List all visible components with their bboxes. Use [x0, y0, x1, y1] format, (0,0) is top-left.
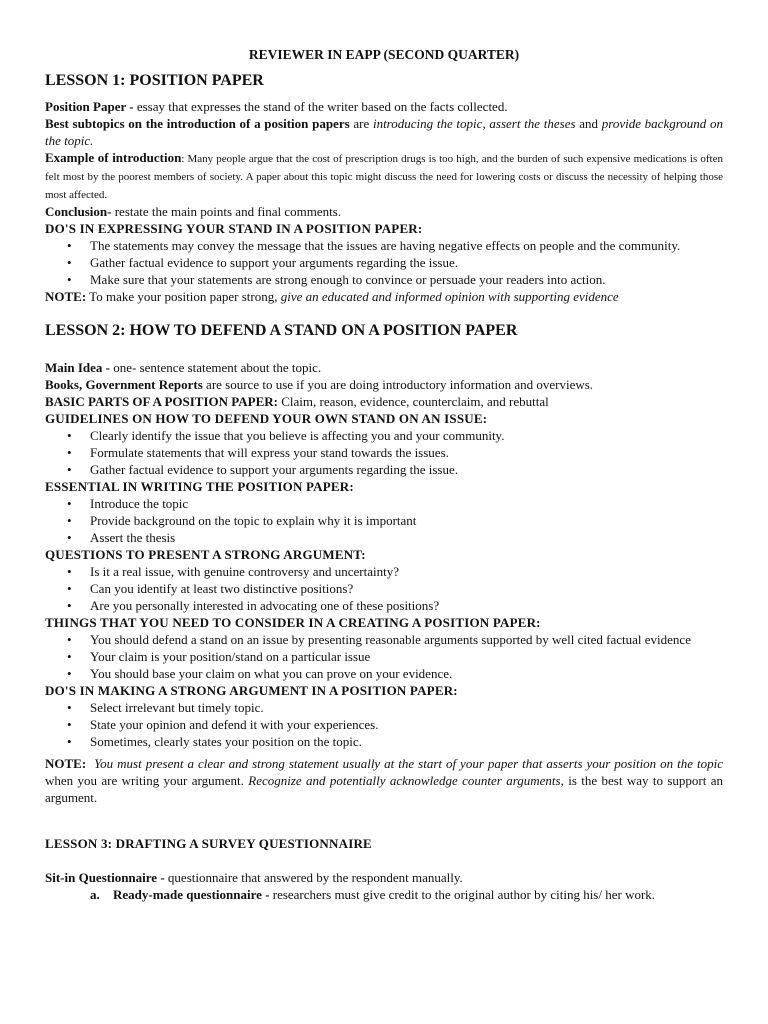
- lesson1-dos-list: [45, 237, 723, 288]
- main-idea-paragraph: Main Idea - one- sentence statement about the topic.: [45, 360, 322, 375]
- position-paper-definition: Position Paper - essay that expresses the stand of the writer based on the facts collected.: [45, 99, 508, 114]
- sitin-paragraph: Sit-in Questionnaire - questionnaire that answered by the respondent manually.: [45, 870, 463, 885]
- guidelines-heading: GUIDELINES ON HOW TO DEFEND YOUR OWN STAND ON AN ISSUE:: [45, 411, 488, 426]
- things-list: [45, 631, 723, 682]
- questions-heading: QUESTIONS TO PRESENT A STRONG ARGUMENT:: [45, 547, 366, 562]
- lesson1-heading: LESSON 1: POSITION PAPER: [45, 72, 264, 89]
- list-item: • Make sure that your statements are strong enough to convince or persuade your readers into action.: [45, 271, 723, 288]
- subtopics-paragraph: Best subtopics on the introduction of a position papers are introducing the topic, assert the theses and provide background on the topic.: [45, 116, 724, 148]
- list-item: • State your opinion and defend it with your experiences.: [45, 716, 723, 733]
- document-title: REVIEWER IN EAPP (SECOND QUARTER): [248, 47, 520, 62]
- list-item: • Assert the thesis: [45, 529, 723, 546]
- document-page: [45, 46, 723, 903]
- list-item: • Gather factual evidence to support your arguments regarding the issue.: [45, 254, 723, 271]
- essential-heading: ESSENTIAL IN WRITING THE POSITION PAPER:: [45, 479, 354, 494]
- list-item: • You should base your claim on what you can prove on your evidence.: [45, 665, 723, 682]
- list-item: • Can you identify at least two distinctive positions?: [45, 580, 723, 597]
- list-item: • Sometimes, clearly states your position on the topic.: [45, 733, 723, 750]
- questionnaire-types-list: [45, 886, 723, 903]
- list-item: • You should defend a stand on an issue by presenting reasonable arguments supported by well cited factual evidence: [45, 631, 723, 648]
- list-item: • Introduce the topic: [45, 495, 723, 512]
- lesson2-dos-heading: DO'S IN MAKING A STRONG ARGUMENT IN A POSITION PAPER:: [45, 683, 458, 698]
- lesson2-heading: LESSON 2: HOW TO DEFEND A STAND ON A POSITION PAPER: [45, 322, 518, 339]
- list-item: • Your claim is your position/stand on a particular issue: [45, 648, 723, 665]
- example-paragraph: Example of introduction: Many people argue that the cost of prescription drugs is too high, and the burden of such expensive medications is often felt most by the poorest members of society. A paper about this topic might discuss the need for lowering costs or discuss the necessity of helping those most affected.: [45, 150, 723, 201]
- conclusion-paragraph: Conclusion- restate the main points and final comments.: [45, 204, 342, 219]
- list-item: • Formulate statements that will express your stand towards the issues.: [45, 444, 723, 461]
- list-item: • Provide background on the topic to explain why it is important: [45, 512, 723, 529]
- questions-list: [45, 563, 723, 614]
- list-item: • Are you personally interested in advocating one of these positions?: [45, 597, 723, 614]
- basic-parts-paragraph: BASIC PARTS OF A POSITION PAPER: Claim, reason, evidence, counterclaim, and rebuttal: [45, 394, 549, 409]
- books-paragraph: Books, Government Reports are source to use if you are doing introductory information and overviews.: [45, 377, 594, 392]
- list-item: • Is it a real issue, with genuine controversy and uncertainty?: [45, 563, 723, 580]
- list-item: a. Ready-made questionnaire - researchers must give credit to the original author by citing his/ her work.: [90, 887, 656, 902]
- essential-list: [45, 495, 723, 546]
- list-item: • Gather factual evidence to support your arguments regarding the issue.: [45, 461, 723, 478]
- lesson2-note: NOTE: You must present a clear and strong statement usually at the start of your paper that asserts your position on the topic when you are writing your argument. Recognize and potentially acknowledge counter arguments, is the best way to support an argument.: [45, 756, 724, 805]
- lesson1-note: NOTE: To make your position paper strong, give an educated and informed opinion with supporting evidence: [45, 289, 619, 304]
- list-item: • The statements may convey the message that the issues are having negative effects on people and the community.: [45, 237, 723, 254]
- things-heading: THINGS THAT YOU NEED TO CONSIDER IN A CREATING A POSITION PAPER:: [45, 615, 541, 630]
- list-item: • Clearly identify the issue that you believe is affecting you and your community.: [45, 427, 723, 444]
- guidelines-list: [45, 427, 723, 478]
- lesson1-dos-heading: DO'S IN EXPRESSING YOUR STAND IN A POSITION PAPER:: [45, 221, 423, 236]
- list-item: • Select irrelevant but timely topic.: [45, 699, 723, 716]
- lesson3-heading: LESSON 3: DRAFTING A SURVEY QUESTIONNAIRE: [45, 836, 372, 851]
- lesson2-dos-list: [45, 699, 723, 750]
